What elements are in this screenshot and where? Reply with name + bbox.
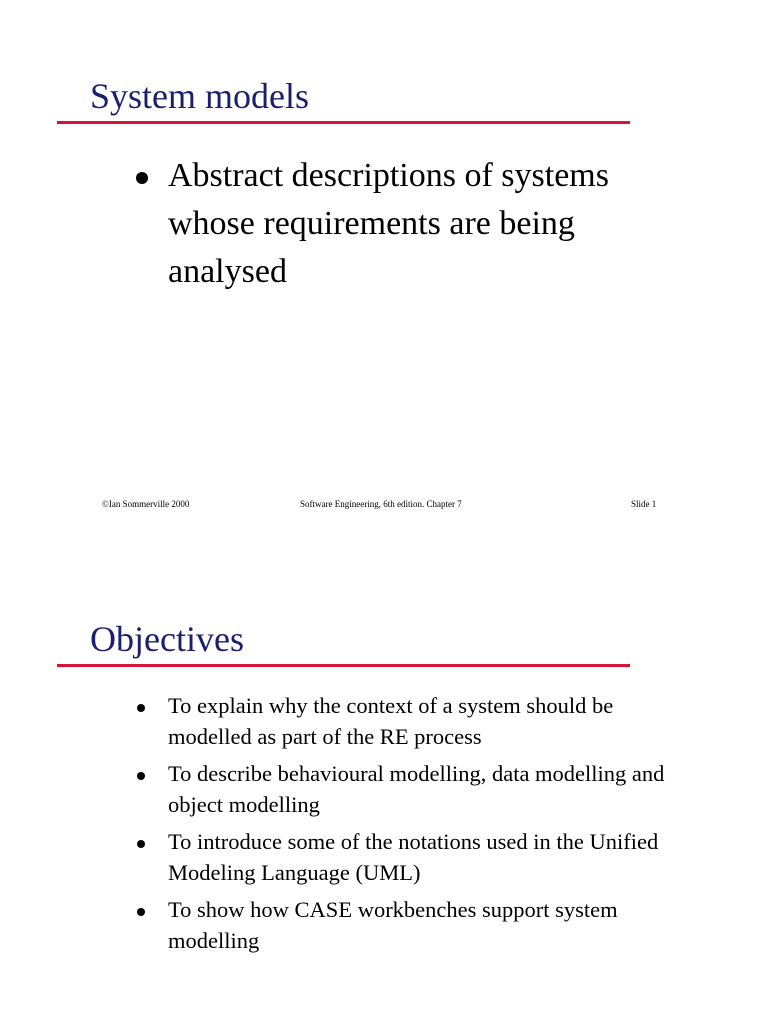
bullet-list [133, 152, 673, 296]
bullet-dot-icon [136, 172, 148, 184]
footer-book-title: Software Engineering, 6th edition. Chapter 7 [300, 499, 462, 509]
slide-objectives [0, 560, 768, 1024]
bullet-text: To introduce some of the notations used in the Unified Modeling Language (UML) [168, 829, 659, 885]
bullet-text: Abstract descriptions of systems whose requirements are being analysed [168, 157, 609, 290]
bullet-item [133, 826, 693, 888]
slide-footer [0, 496, 768, 512]
slide-title: Objectives [90, 619, 244, 659]
bullet-list [133, 690, 693, 962]
bullet-item [133, 690, 693, 752]
footer-copyright: ©Ian Sommerville 2000 [102, 499, 190, 509]
bullet-item [133, 758, 693, 820]
title-underline-rule [57, 664, 630, 667]
bullet-item [133, 152, 673, 296]
bullet-dot-icon [137, 704, 145, 712]
bullet-text: To describe behavioural modelling, data modelling and object modelling [168, 761, 665, 817]
bullet-text: To explain why the context of a system should be modelled as part of the RE process [168, 693, 614, 749]
bullet-dot-icon [137, 840, 145, 848]
slide-title: System models [90, 76, 310, 116]
footer-slide-number: Slide 1 [631, 499, 657, 509]
bullet-dot-icon [137, 908, 145, 916]
bullet-text: To show how CASE workbenches support system modelling [168, 897, 618, 953]
bullet-item [133, 894, 693, 956]
bullet-dot-icon [137, 772, 145, 780]
title-underline-rule [57, 121, 630, 124]
